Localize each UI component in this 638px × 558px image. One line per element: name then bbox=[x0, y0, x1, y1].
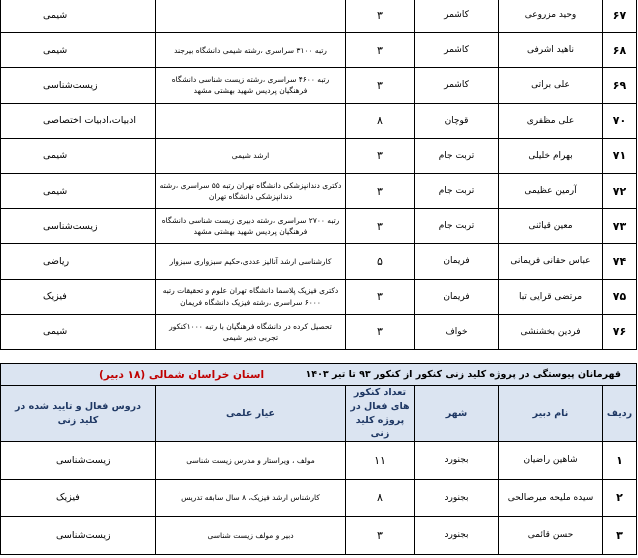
qualification-cell bbox=[156, 0, 346, 33]
qualification-cell: تحصیل کرده در دانشگاه فرهنگیان با رتبه ۱۰۰۰کنکور تجربی دبیر شیمی bbox=[156, 314, 346, 349]
rank-cell: ۷۰ bbox=[603, 103, 637, 138]
table-row bbox=[1, 138, 637, 173]
header-count: تعداد کنکور های فعال در پروژه کلید زنی bbox=[346, 386, 415, 442]
table-title-row bbox=[0, 364, 636, 386]
khorasan-razavi-table-body bbox=[1, 0, 637, 349]
exam-count-cell: ۳ bbox=[346, 68, 415, 103]
exam-count-cell: ۳ bbox=[346, 279, 415, 314]
table-row bbox=[0, 442, 636, 480]
table-row bbox=[1, 209, 637, 244]
rank-cell: ۶۸ bbox=[603, 33, 637, 68]
rank-cell: ۷۴ bbox=[603, 244, 637, 279]
subject-cell: زیست‌شناسی bbox=[1, 68, 156, 103]
qualification-cell: رتبه ۳۱۰۰ سراسری ،رشته شیمی دانشگاه بیرجند bbox=[156, 33, 346, 68]
city-cell: بجنورد bbox=[415, 442, 499, 480]
subject-cell: فیزیک bbox=[0, 479, 155, 517]
teacher-name-cell: حسن قائمی bbox=[499, 517, 603, 555]
exam-count-cell: ۳ bbox=[346, 209, 415, 244]
exam-count-cell: ۳ bbox=[346, 173, 415, 208]
exam-count-cell: ۳ bbox=[346, 0, 415, 33]
rank-cell: ۷۱ bbox=[603, 138, 637, 173]
table-row bbox=[1, 173, 637, 208]
exam-count-cell: ۸ bbox=[346, 103, 415, 138]
table-row bbox=[0, 479, 636, 517]
rank-cell: ۷۶ bbox=[603, 314, 637, 349]
city-cell: تربت جام bbox=[415, 138, 499, 173]
city-cell: تربت جام bbox=[415, 173, 499, 208]
teacher-name-cell: وحید مزروعی bbox=[499, 0, 603, 33]
qualification-cell: مولف ، ویراستار و مدرس زیست شناسی bbox=[156, 442, 346, 480]
subject-cell: شیمی bbox=[1, 0, 156, 33]
project-title: قهرمانان پیوستگی در پروژه کلید زنی کنکور از کنکور ۹۳ تا تیر ۱۴۰۳ bbox=[305, 369, 621, 380]
qualification-cell: دبیر و مولف زیست شناسی bbox=[156, 517, 346, 555]
city-cell: کاشمر bbox=[415, 33, 499, 68]
subject-cell: فیزیک bbox=[1, 279, 156, 314]
rank-cell: ۳ bbox=[603, 517, 637, 555]
exam-count-cell: ۸ bbox=[346, 479, 415, 517]
city-cell: قوچان bbox=[415, 103, 499, 138]
province-title: استان خراسان شمالی (۱۸ دبیر) bbox=[98, 368, 265, 381]
teacher-name-cell: مرتضی قرایی تبا bbox=[499, 279, 603, 314]
city-cell: فریمان bbox=[415, 244, 499, 279]
qualification-cell: کارشناس ارشد فیزیک، ۸ سال سابقه تدریس bbox=[156, 479, 346, 517]
rank-cell: ۶۷ bbox=[603, 0, 637, 33]
header-qualification: عیار علمی bbox=[156, 386, 346, 442]
teacher-name-cell: شاهین راضیان bbox=[499, 442, 603, 480]
rank-cell: ۷۳ bbox=[603, 209, 637, 244]
teacher-name-cell: علی مظفری bbox=[499, 103, 603, 138]
qualification-cell: کارشناسی ارشد آنالیز عددی،حکیم سبزواری سبزوار bbox=[156, 244, 346, 279]
qualification-cell: دکتری فیزیک پلاسما دانشگاه تهران علوم و تحقیقات رتبه ۶۰۰۰ سراسری ،رشته فیزیک دانشگاه فریمان bbox=[156, 279, 346, 314]
table-header-row bbox=[0, 386, 636, 442]
subject-cell: شیمی bbox=[1, 138, 156, 173]
subject-cell: زیست‌شناسی bbox=[1, 209, 156, 244]
table-row bbox=[1, 314, 637, 349]
table-row bbox=[1, 244, 637, 279]
rank-cell: ۶۹ bbox=[603, 68, 637, 103]
teacher-name-cell: بهرام خلیلی bbox=[499, 138, 603, 173]
subject-cell: ریاضی bbox=[1, 244, 156, 279]
header-name: نام دبیر bbox=[499, 386, 603, 442]
rank-cell: ۱ bbox=[603, 442, 637, 480]
exam-count-cell: ۳ bbox=[346, 314, 415, 349]
subject-cell: زیست‌شناسی bbox=[0, 442, 155, 480]
qualification-cell: رتبه ۴۶۰۰ سراسری ،رشته زیست شناسی دانشگاه فرهنگیان پردیس شهید بهشتی مشهد bbox=[156, 68, 346, 103]
exam-count-cell: ۳ bbox=[346, 138, 415, 173]
header-city: شهر bbox=[415, 386, 499, 442]
city-cell: خواف bbox=[415, 314, 499, 349]
subject-cell: ادبیات،ادبیات اختصاصی bbox=[1, 103, 156, 138]
city-cell: کاشمر bbox=[415, 0, 499, 33]
teacher-name-cell: علی براتی bbox=[499, 68, 603, 103]
teacher-name-cell: عباس حقانی فریمانی bbox=[499, 244, 603, 279]
table-row bbox=[1, 33, 637, 68]
city-cell: تربت جام bbox=[415, 209, 499, 244]
exam-count-cell: ۱۱ bbox=[346, 442, 415, 480]
city-cell: کاشمر bbox=[415, 68, 499, 103]
exam-count-cell: ۳ bbox=[346, 33, 415, 68]
rank-cell: ۲ bbox=[603, 479, 637, 517]
table-row bbox=[0, 517, 636, 555]
city-cell: فریمان bbox=[415, 279, 499, 314]
teacher-name-cell: آرمین عظیمی bbox=[499, 173, 603, 208]
table-title-cell bbox=[0, 364, 636, 386]
table-row bbox=[1, 68, 637, 103]
north-khorasan-table-body bbox=[0, 442, 636, 555]
subject-cell: شیمی bbox=[1, 173, 156, 208]
teacher-name-cell: فردین بخشنشی bbox=[499, 314, 603, 349]
city-cell: بجنورد bbox=[415, 517, 499, 555]
city-cell: بجنورد bbox=[415, 479, 499, 517]
subject-cell: شیمی bbox=[1, 33, 156, 68]
table-row bbox=[1, 0, 637, 33]
qualification-cell: ارشد شیمی bbox=[156, 138, 346, 173]
subject-cell: شیمی bbox=[1, 314, 156, 349]
north-khorasan-table bbox=[0, 363, 637, 555]
rank-cell: ۷۲ bbox=[603, 173, 637, 208]
teacher-name-cell: سیده ملیحه میرصالحی bbox=[499, 479, 603, 517]
qualification-cell: رتبه ۲۷۰۰ سراسری ،رشته دبیری زیست شناسی دانشگاه فرهنگیان پردیس شهید بهشتی مشهد bbox=[156, 209, 346, 244]
exam-count-cell: ۳ bbox=[346, 517, 415, 555]
rank-cell: ۷۵ bbox=[603, 279, 637, 314]
teacher-name-cell: معین قیاثنی bbox=[499, 209, 603, 244]
subject-cell: زیست‌شناسی bbox=[0, 517, 155, 555]
header-subject: دروس فعال و تایید شده در کلید زنی bbox=[0, 386, 155, 442]
qualification-cell bbox=[156, 103, 346, 138]
table-row bbox=[1, 279, 637, 314]
table-row bbox=[1, 103, 637, 138]
qualification-cell: دکتری دندانپزشکی دانشگاه تهران رتبه ۵۵ سراسری ،رشته دندانپزشکی دانشگاه تهران bbox=[156, 173, 346, 208]
header-rank: ردیف bbox=[603, 386, 637, 442]
teacher-name-cell: ناهید اشرفی bbox=[499, 33, 603, 68]
exam-count-cell: ۵ bbox=[346, 244, 415, 279]
